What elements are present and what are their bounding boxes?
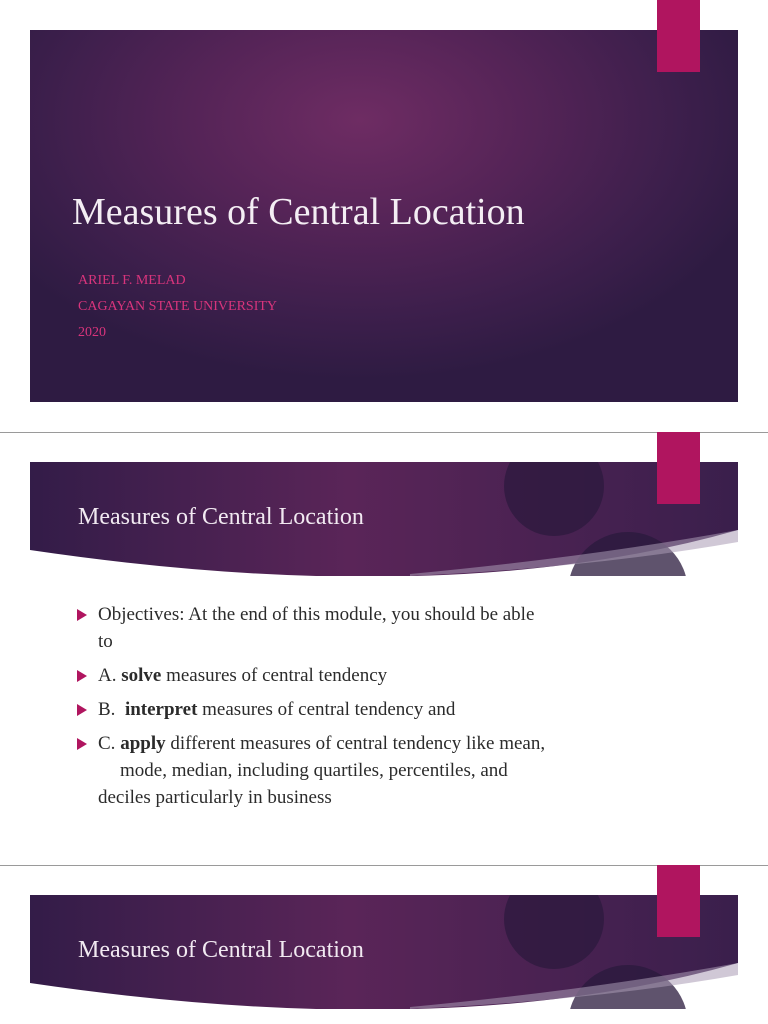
accent-tab [657,865,700,937]
author-name: ARIEL F. MELAD [78,273,186,288]
triangle-bullet-icon [77,670,87,682]
objectives-list [77,601,637,818]
slide-header-band [30,895,738,1009]
objective-a-prefix: A. [98,665,122,686]
year-label: 2020 [78,325,106,340]
accent-tab [657,432,700,504]
title-slide [30,30,738,402]
triangle-bullet-icon [77,609,87,621]
objective-b-text: measures of central tendency and [197,699,456,720]
objective-a-keyword: solve [121,665,162,686]
objective-c-text-cont: mode, median, including quartiles, percentiles, and [120,760,508,781]
objective-b-prefix: B. [98,699,125,720]
slide-header-band [30,462,738,576]
triangle-bullet-icon [77,738,87,750]
objective-c-text: different measures of central tendency like mean, [165,733,546,754]
institution-name: CAGAYAN STATE UNIVERSITY [78,299,278,314]
list-item [77,696,637,723]
objective-intro: Objectives: At the end of this module, you should be able [98,604,535,625]
page-divider [0,865,768,866]
objective-b-keyword: interpret [124,699,198,720]
list-item [77,662,637,689]
list-item [77,601,637,655]
objective-c-prefix: C. [98,733,121,754]
objective-c-keyword: apply [120,733,166,754]
objective-c-text-cont: deciles particularly in business [98,787,332,808]
list-item [77,730,637,811]
objective-a-text: measures of central tendency [161,665,388,686]
slide-title: Measures of Central Location [72,191,525,233]
page-divider [0,432,768,433]
accent-tab [657,0,700,72]
objective-intro-cont: to [98,631,113,652]
slide-title: Measures of Central Location [78,504,364,530]
triangle-bullet-icon [77,704,87,716]
slide-title: Measures of Central Location [78,937,364,963]
